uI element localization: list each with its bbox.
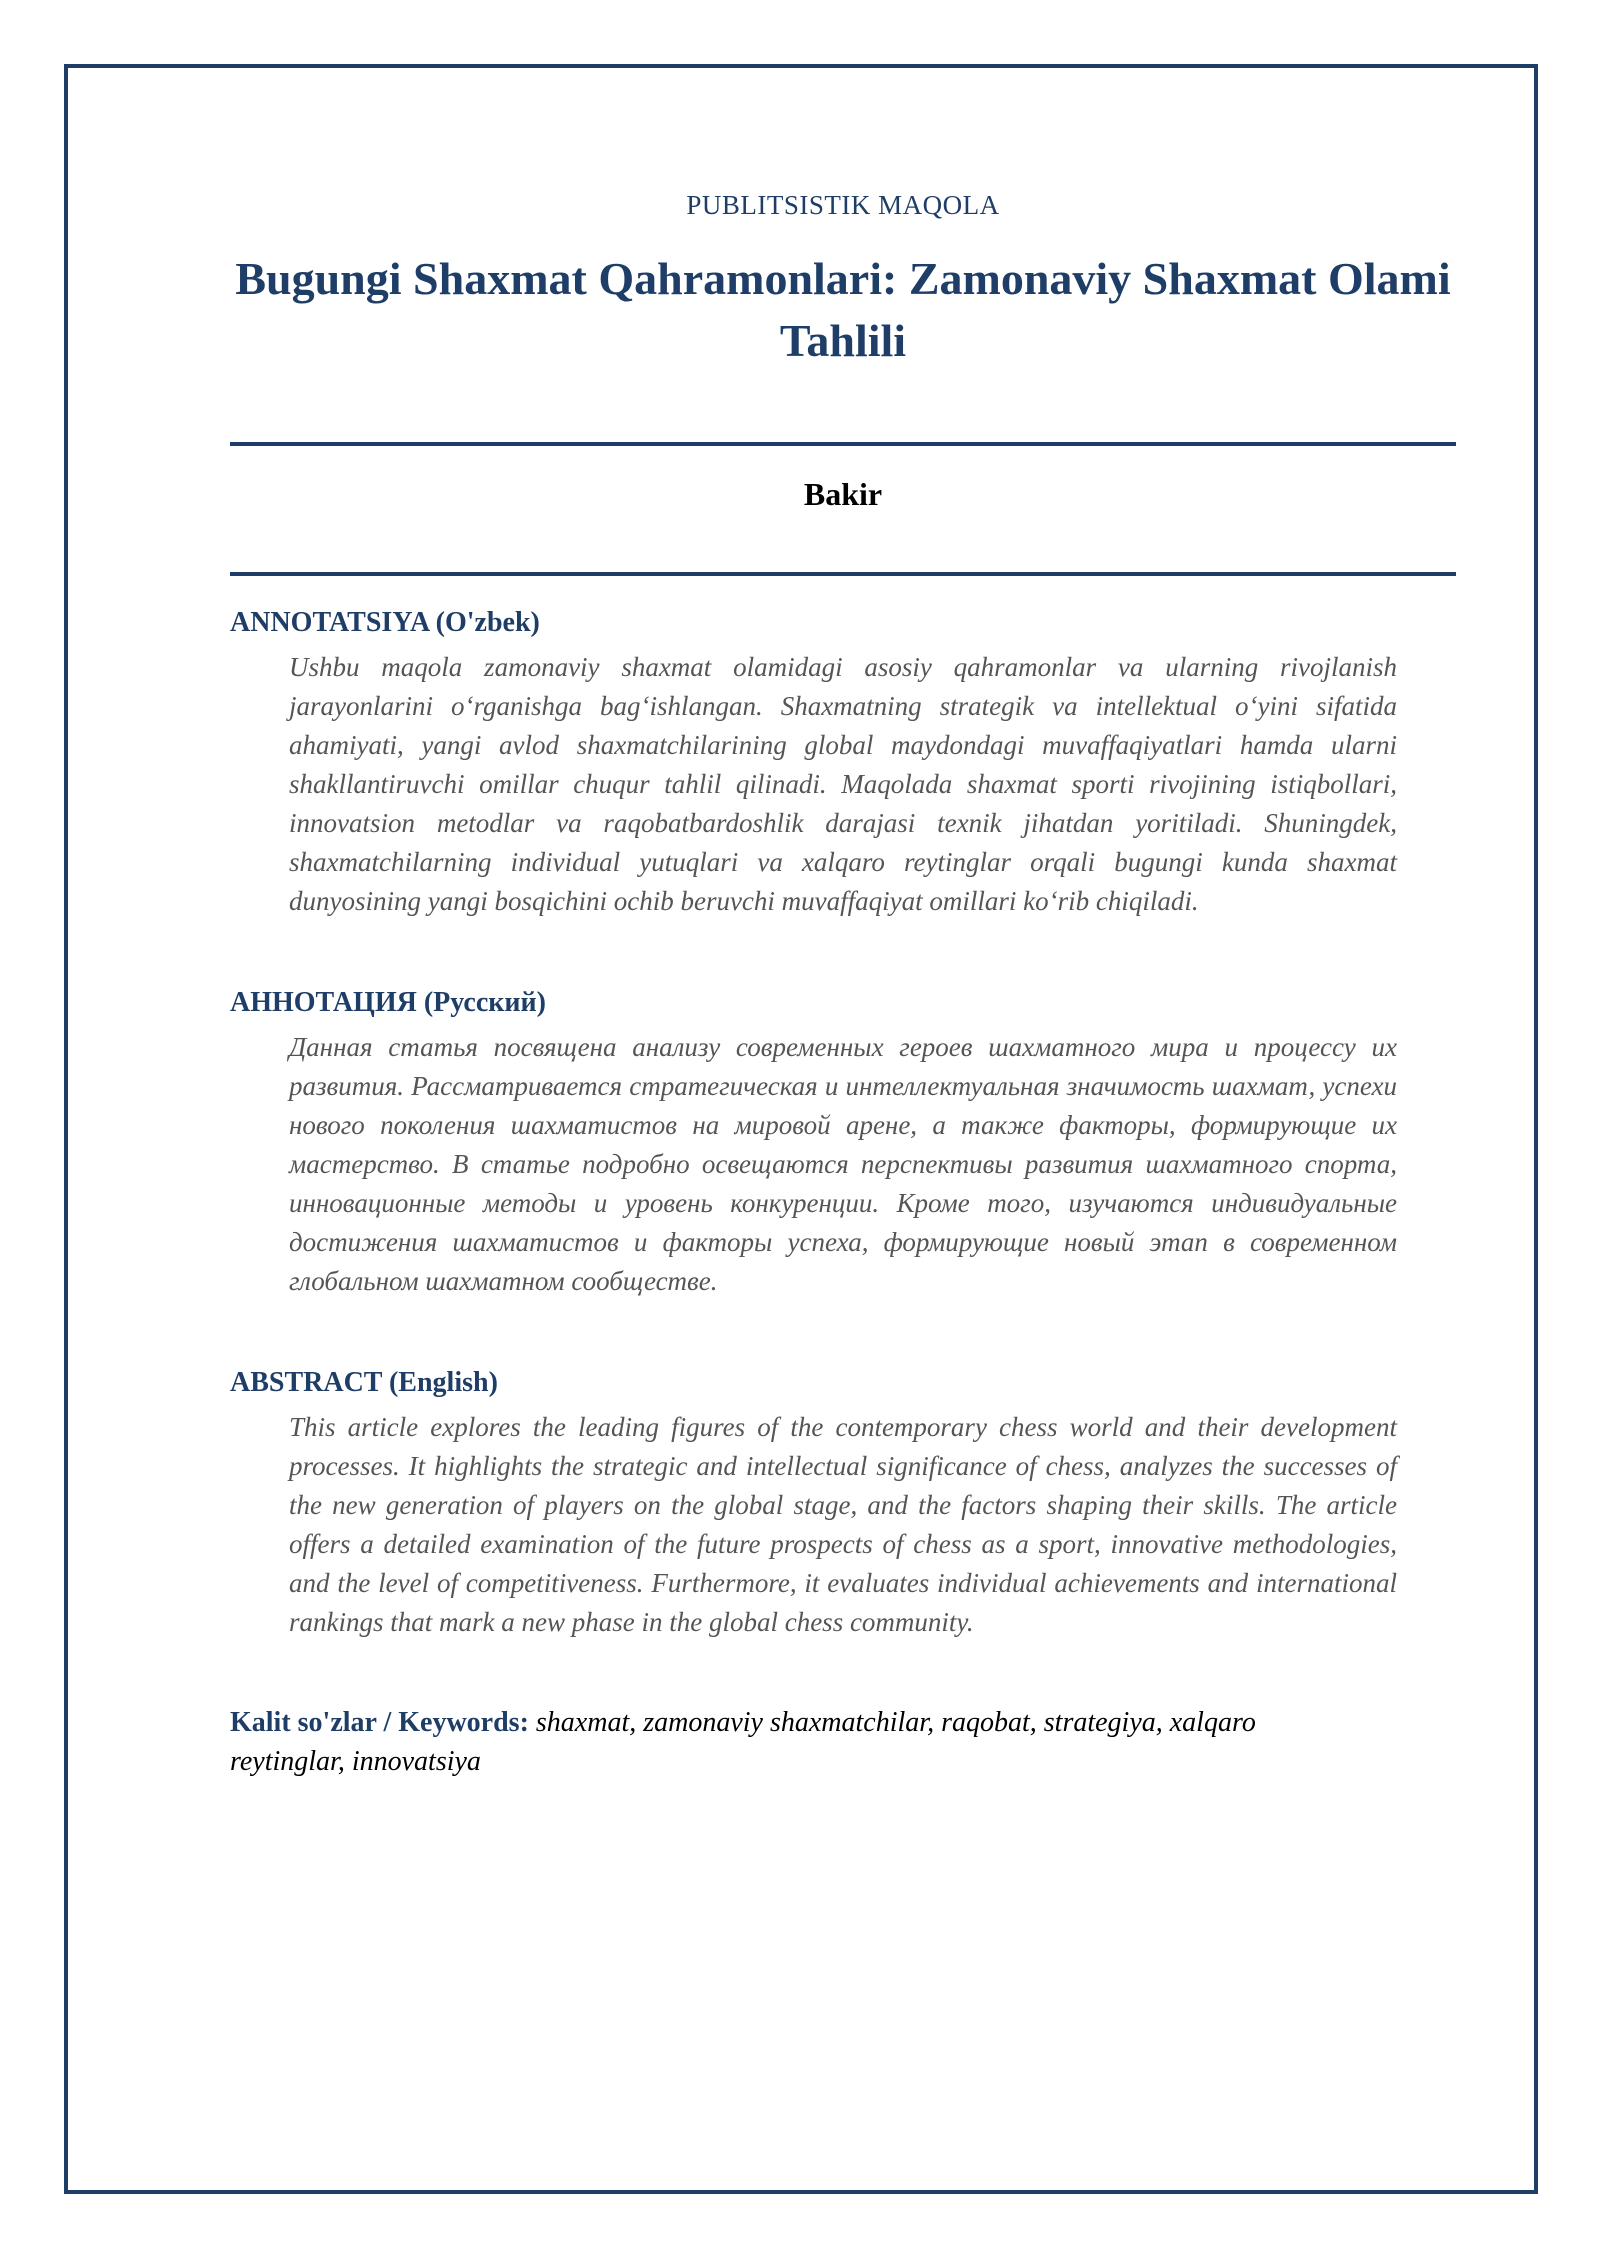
russian-abstract-heading: АННОТАЦИЯ (Русский): [230, 987, 546, 1018]
title-divider: [230, 442, 1456, 446]
keywords-label: Kalit so'zlar / Keywords:: [230, 1707, 529, 1738]
russian-abstract-text: Данная статья посвящена анализу современных героев шахматного мира и процессу их развития. Рассматривается стратегическая и интеллектуальная значимость шахмат, успехи нового поколения шахматистов на мировой арене, а также факторы, формирующие их мастерство. В статье подробно освещаются перспективы развития шахматного спорта, инновационные методы и уровень конкуренции. Кроме того, изучаются индивидуальные достижения шахматистов и факторы успеха, формирующие новый этап в современном глобальном шахматном сообществе.: [289, 1032, 1397, 1296]
author-name: Bakir: [803, 476, 883, 512]
author-divider: [230, 572, 1456, 576]
article-kicker: PUBLITSISTIK MAQOLA: [686, 190, 1000, 220]
keywords-line: [230, 1703, 1360, 1781]
article-title: Bugungi Shaxmat Qahramonlari: Zamonaviy Shaxmat Olami Tahlili: [235, 253, 1451, 366]
uzbek-abstract-text: Ushbu maqola zamonaviy shaxmat olamidagi asosiy qahramonlar va ularning rivojlanish jarayonlarini o‘rganishga bag‘ishlangan. Shaxmatning strategik va intellektual o‘yini sifatida ahamiyati, yangi avlod shaxmatchilarining global maydondagi muvaffaqiyatlari hamda ularni shakllantiruvchi omillar chuqur tahlil qilinadi. Maqolada shaxmat sporti rivojining istiqbollari, innovatsion metodlar va raqobatbardoshlik darajasi texnik jihatdan yoritiladi. Shuningdek, shaxmatchilarning individual yutuqlari va xalqaro reytinglar orqali bugungi kunda shaxmat dunyosining yangi bosqichini ochib beruvchi muvaffaqiyat omillari ko‘rib chiqiladi.: [289, 652, 1397, 916]
english-abstract-heading: ABSTRACT (English): [230, 1367, 498, 1398]
keywords-values: shaxmat, zamonaviy shaxmatchilar, raqobat, strategiya, xalqaro reytinglar, innovatsiya: [230, 1707, 1256, 1777]
english-abstract-text: This article explores the leading figures of the contemporary chess world and their development processes. It highlights the strategic and intellectual significance of chess, analyzes the successes of the new generation of players on the global stage, and the factors shaping their skills. The article offers a detailed examination of the future prospects of chess as a sport, innovative methodologies, and the level of competitiveness. Furthermore, it evaluates individual achievements and international rankings that mark a new phase in the global chess community.: [289, 1412, 1397, 1637]
uzbek-abstract-heading: ANNOTATSIYA (O'zbek): [230, 607, 540, 638]
